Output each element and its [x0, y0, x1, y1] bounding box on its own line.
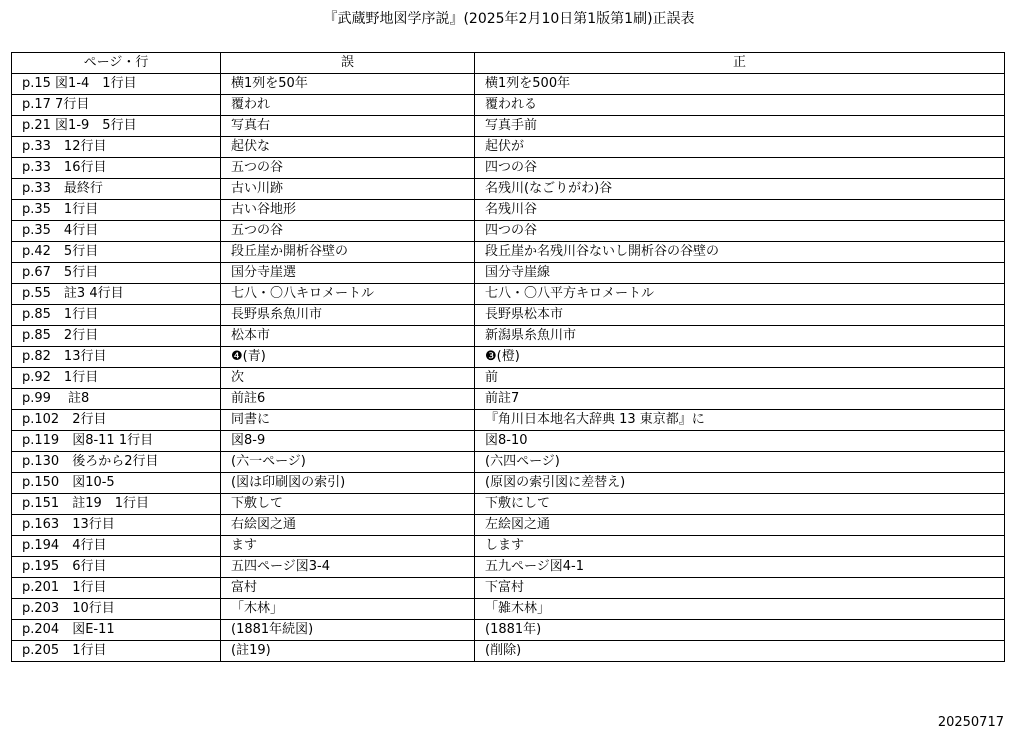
- cell-location: p.35 1行目: [12, 200, 221, 221]
- cell-correct: 下敷にして: [475, 494, 1005, 515]
- cell-error: 長野県糸魚川市: [221, 305, 475, 326]
- cell-correct: (削除): [475, 641, 1005, 662]
- cell-location: p.92 1行目: [12, 368, 221, 389]
- table-row: [12, 221, 1005, 242]
- table-row: [12, 179, 1005, 200]
- cell-error: ます: [221, 536, 475, 557]
- cell-error: 次: [221, 368, 475, 389]
- table-row: [12, 116, 1005, 137]
- header-correct: 正: [475, 53, 1005, 74]
- cell-correct: 「雑木林」: [475, 599, 1005, 620]
- cell-correct: 起伏が: [475, 137, 1005, 158]
- cell-location: p.15 図1-4 1行目: [12, 74, 221, 95]
- cell-location: p.17 7行目: [12, 95, 221, 116]
- table-row: [12, 368, 1005, 389]
- errata-body: [12, 74, 1005, 662]
- table-row: [12, 347, 1005, 368]
- cell-correct: 名残川谷: [475, 200, 1005, 221]
- table-row: [12, 326, 1005, 347]
- cell-correct: します: [475, 536, 1005, 557]
- cell-correct: (1881年): [475, 620, 1005, 641]
- cell-error: 段丘崖か開析谷壁の: [221, 242, 475, 263]
- cell-correct: (原図の索引図に差替え): [475, 473, 1005, 494]
- table-row: [12, 389, 1005, 410]
- table-row: [12, 242, 1005, 263]
- header-error: 誤: [221, 53, 475, 74]
- table-row: [12, 578, 1005, 599]
- cell-error: 右絵図之通: [221, 515, 475, 536]
- cell-location: p.163 13行目: [12, 515, 221, 536]
- cell-correct: 四つの谷: [475, 158, 1005, 179]
- cell-location: p.85 1行目: [12, 305, 221, 326]
- table-row: [12, 620, 1005, 641]
- table-row: [12, 431, 1005, 452]
- cell-correct: 七八・〇八平方キロメートル: [475, 284, 1005, 305]
- cell-error: 前註6: [221, 389, 475, 410]
- cell-location: p.195 6行目: [12, 557, 221, 578]
- cell-error: 下敷して: [221, 494, 475, 515]
- cell-location: p.85 2行目: [12, 326, 221, 347]
- cell-error: 五つの谷: [221, 221, 475, 242]
- header-row: [12, 53, 1005, 74]
- cell-correct: 五九ページ図4-1: [475, 557, 1005, 578]
- cell-error: 古い川跡: [221, 179, 475, 200]
- cell-location: p.150 図10-5: [12, 473, 221, 494]
- cell-location: p.119 図8-11 1行目: [12, 431, 221, 452]
- table-row: [12, 137, 1005, 158]
- cell-location: p.35 4行目: [12, 221, 221, 242]
- cell-correct: 段丘崖か名残川谷ないし開析谷の谷壁の: [475, 242, 1005, 263]
- cell-correct: 前註7: [475, 389, 1005, 410]
- cell-error: 五四ページ図3-4: [221, 557, 475, 578]
- cell-location: p.194 4行目: [12, 536, 221, 557]
- cell-correct: 名残川(なごりがわ)谷: [475, 179, 1005, 200]
- cell-location: p.99 註8: [12, 389, 221, 410]
- cell-location: p.203 10行目: [12, 599, 221, 620]
- cell-error: 起伏な: [221, 137, 475, 158]
- cell-correct: 覆われる: [475, 95, 1005, 116]
- cell-correct: 写真手前: [475, 116, 1005, 137]
- cell-correct: (六四ページ): [475, 452, 1005, 473]
- table-row: [12, 641, 1005, 662]
- cell-correct: 新潟県糸魚川市: [475, 326, 1005, 347]
- errata-table: [11, 52, 1005, 662]
- table-row: [12, 536, 1005, 557]
- cell-error: (1881年続図): [221, 620, 475, 641]
- document-title: 『武蔵野地図学序説』(2025年2月10日第1版第1刷)正誤表: [323, 11, 695, 27]
- cell-location: p.33 16行目: [12, 158, 221, 179]
- table-row: [12, 473, 1005, 494]
- table-row: [12, 305, 1005, 326]
- cell-error: 写真右: [221, 116, 475, 137]
- cell-location: p.102 2行目: [12, 410, 221, 431]
- table-row: [12, 284, 1005, 305]
- header-location: ページ・行: [12, 53, 221, 74]
- cell-location: p.205 1行目: [12, 641, 221, 662]
- table-row: [12, 95, 1005, 116]
- document-date: 20250717: [937, 715, 1004, 730]
- table-row: [12, 74, 1005, 95]
- cell-location: p.33 12行目: [12, 137, 221, 158]
- table-row: [12, 410, 1005, 431]
- cell-location: p.42 5行目: [12, 242, 221, 263]
- cell-error: 五つの谷: [221, 158, 475, 179]
- cell-correct: 長野県松本市: [475, 305, 1005, 326]
- cell-correct: 左絵図之通: [475, 515, 1005, 536]
- cell-location: p.204 図E-11: [12, 620, 221, 641]
- cell-location: p.33 最終行: [12, 179, 221, 200]
- cell-correct: 横1列を500年: [475, 74, 1005, 95]
- cell-error: 図8-9: [221, 431, 475, 452]
- table-row: [12, 263, 1005, 284]
- cell-location: p.82 13行目: [12, 347, 221, 368]
- cell-correct: 下富村: [475, 578, 1005, 599]
- cell-location: p.130 後ろから2行目: [12, 452, 221, 473]
- cell-error: (註19): [221, 641, 475, 662]
- table-row: [12, 452, 1005, 473]
- cell-error: 国分寺崖選: [221, 263, 475, 284]
- cell-error: 古い谷地形: [221, 200, 475, 221]
- cell-location: p.67 5行目: [12, 263, 221, 284]
- cell-error: 松本市: [221, 326, 475, 347]
- table-row: [12, 494, 1005, 515]
- table-row: [12, 599, 1005, 620]
- table-row: [12, 158, 1005, 179]
- cell-error: 七八・〇八キロメートル: [221, 284, 475, 305]
- cell-correct: ❸(橙): [475, 347, 1005, 368]
- table-row: [12, 200, 1005, 221]
- cell-error: 同書に: [221, 410, 475, 431]
- cell-location: p.55 註3 4行目: [12, 284, 221, 305]
- cell-error: (図は印刷図の索引): [221, 473, 475, 494]
- cell-error: ❹(青): [221, 347, 475, 368]
- cell-error: 「木林」: [221, 599, 475, 620]
- cell-location: p.21 図1-9 5行目: [12, 116, 221, 137]
- cell-location: p.151 註19 1行目: [12, 494, 221, 515]
- cell-correct: 四つの谷: [475, 221, 1005, 242]
- cell-error: 横1列を50年: [221, 74, 475, 95]
- cell-correct: 前: [475, 368, 1005, 389]
- cell-correct: 『角川日本地名大辞典 13 東京都』に: [475, 410, 1005, 431]
- cell-error: 富村: [221, 578, 475, 599]
- cell-correct: 図8-10: [475, 431, 1005, 452]
- cell-correct: 国分寺崖線: [475, 263, 1005, 284]
- table-row: [12, 557, 1005, 578]
- cell-error: (六一ページ): [221, 452, 475, 473]
- table-row: [12, 515, 1005, 536]
- cell-error: 覆われ: [221, 95, 475, 116]
- cell-location: p.201 1行目: [12, 578, 221, 599]
